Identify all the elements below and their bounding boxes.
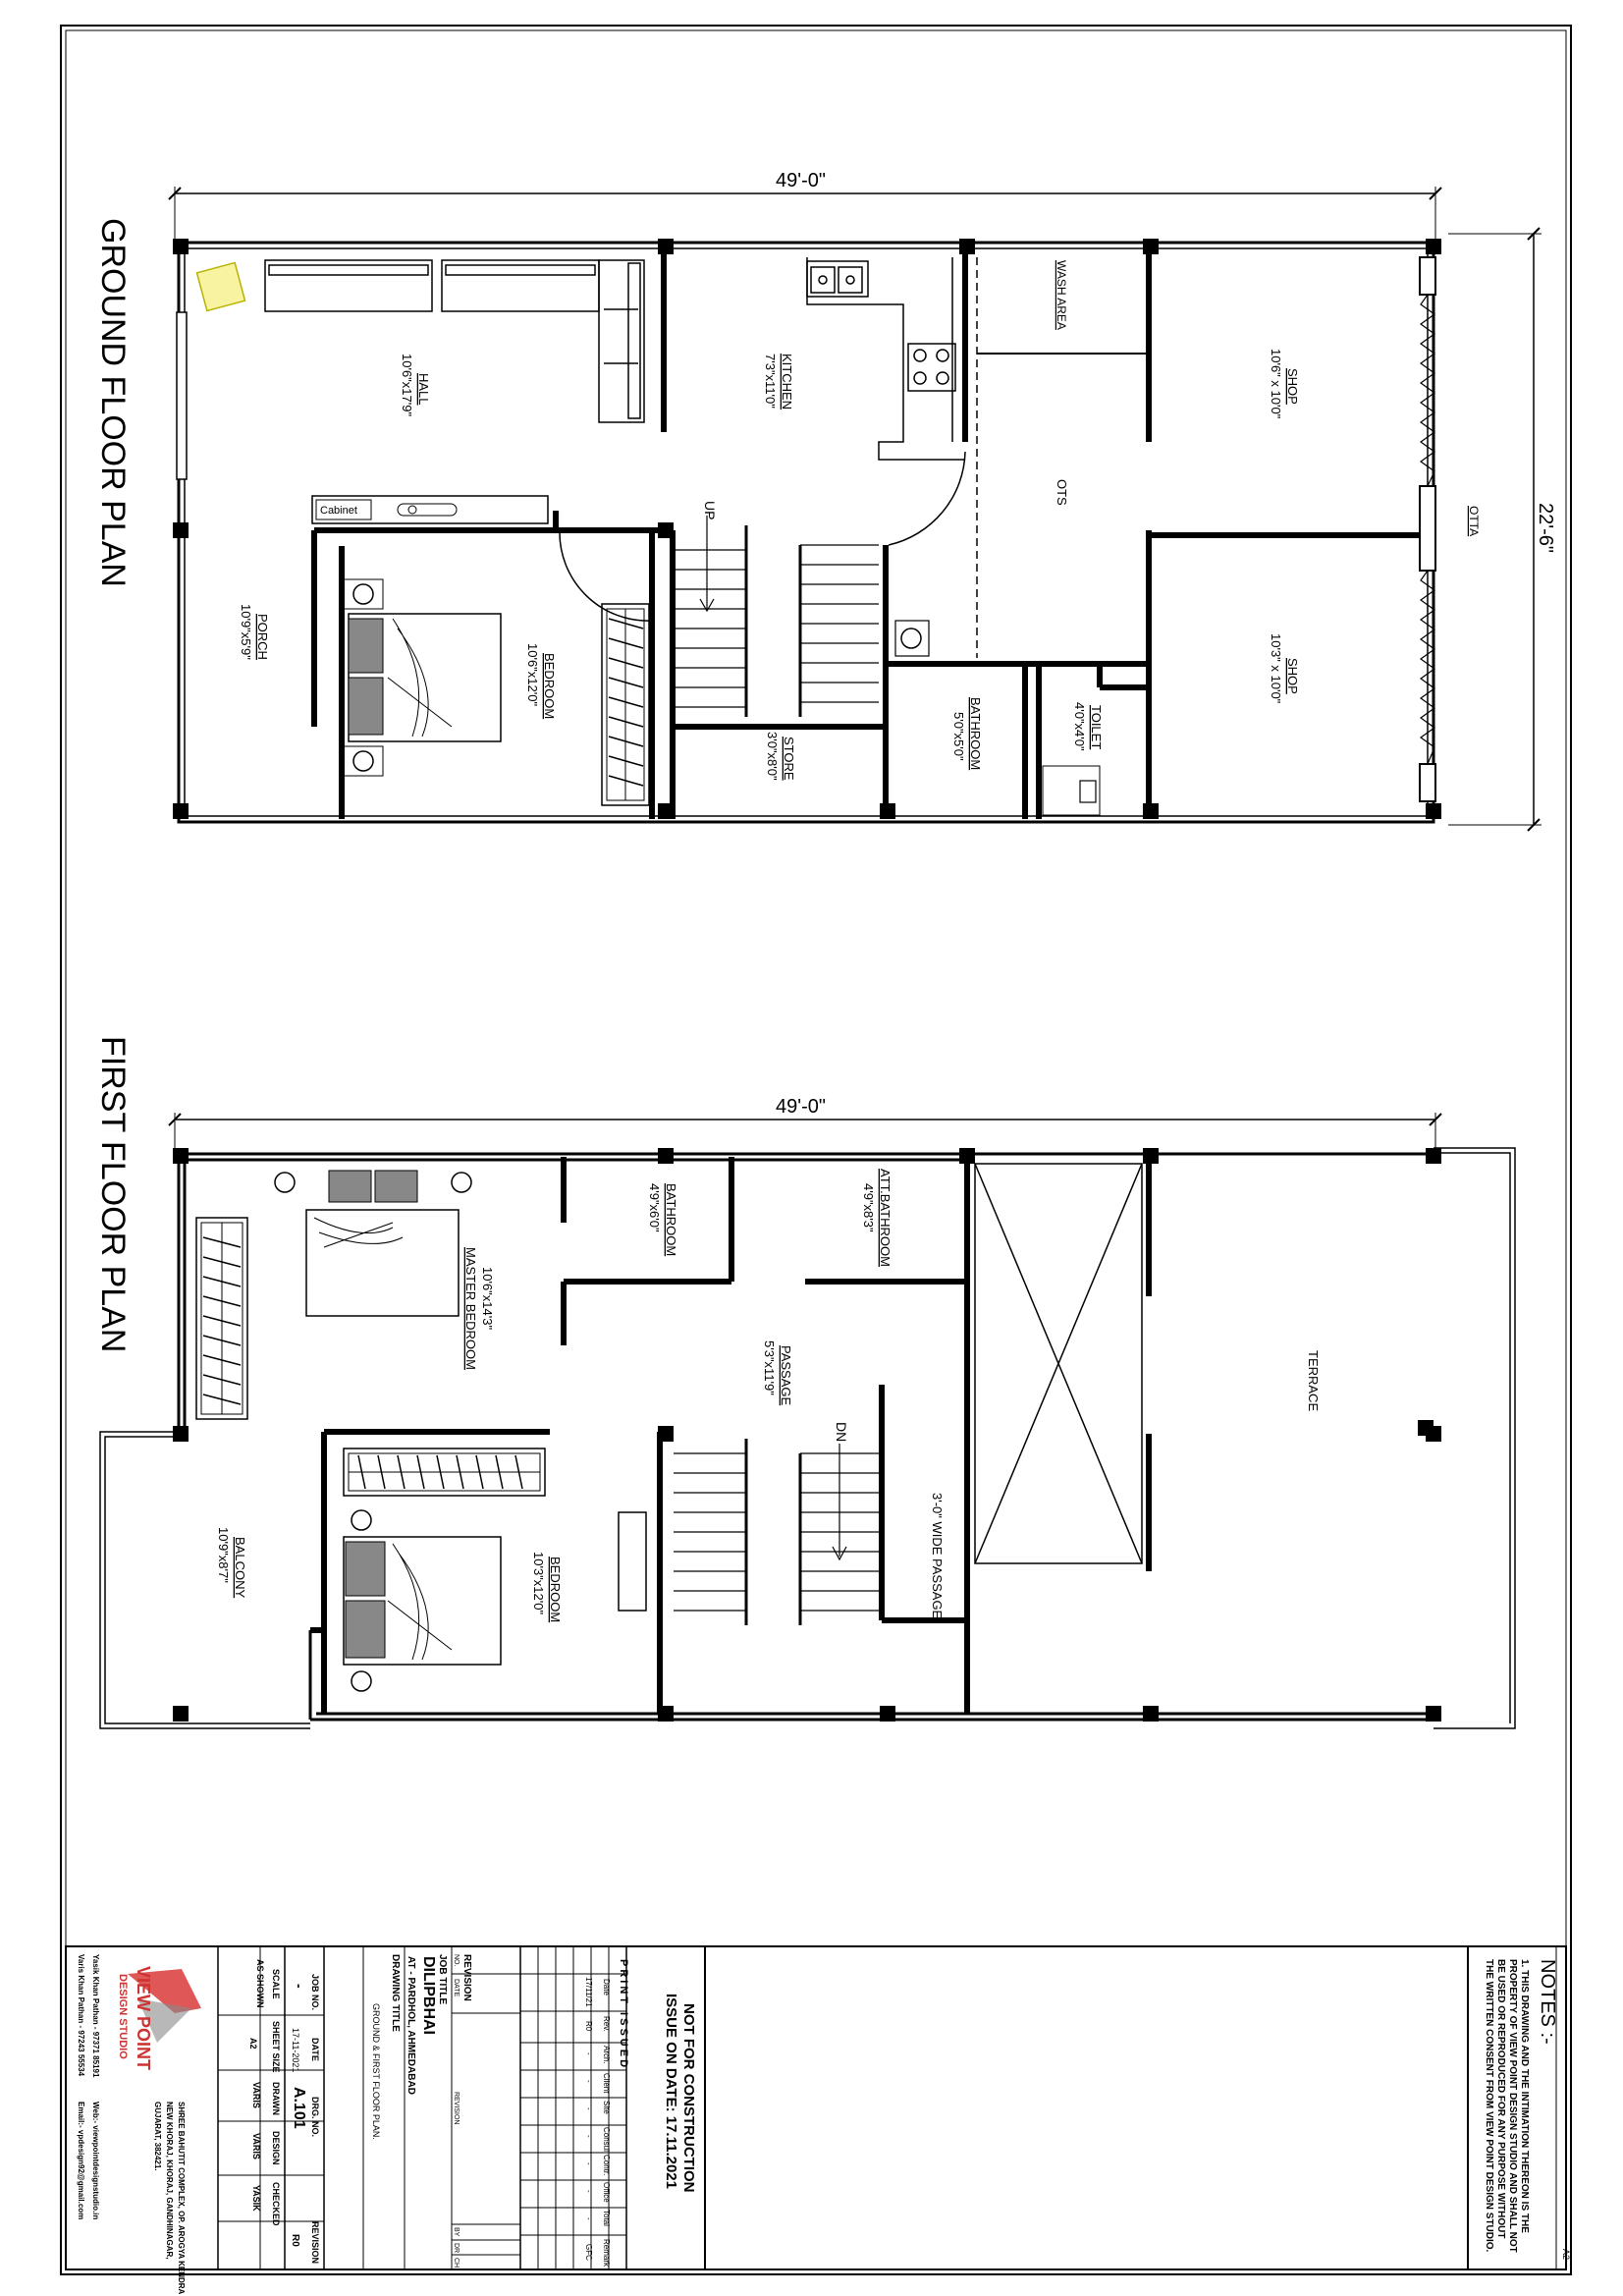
- staircase-ground: [674, 516, 886, 722]
- svg-text:-: -: [584, 2162, 593, 2165]
- revision-no-label: REVISION: [310, 2221, 320, 2265]
- notes-line: 1. THIS DRAWING AND THE INTIMATION THEREON IS THE: [1519, 1959, 1530, 2233]
- room-name: BEDROOM: [542, 653, 557, 720]
- ground-floor-plan: [94, 170, 1556, 831]
- room-size: 5'0"x5'0": [951, 712, 966, 761]
- firm-address: [153, 2102, 186, 2295]
- status-label: NOT FOR CONSTRUCTION: [680, 2003, 697, 2193]
- svg-text:DR: DR: [453, 2243, 460, 2254]
- svg-text:CH: CH: [453, 2258, 460, 2269]
- revision-headers: [453, 1954, 460, 2268]
- drawn-value: VARIS: [251, 2082, 261, 2108]
- ots-void: [975, 1164, 1142, 1563]
- notes-line: BE USED OR REPRODUCED FOR ANY PURPOSE WITHOUT: [1495, 1959, 1506, 2239]
- job-no-label: JOB NO.: [310, 1974, 320, 2011]
- room-size: 10'9"x8'7": [216, 1527, 231, 1583]
- kitchen-platform: [807, 257, 965, 460]
- bedroom-door: [560, 530, 652, 621]
- drawing-title: GROUND & FIRST FLOOR PLAN.: [371, 2003, 381, 2140]
- dwg-no: A.101: [291, 2087, 307, 2129]
- svg-text:Site: Site: [602, 2101, 611, 2114]
- svg-text:Consul.: Consul.: [602, 2127, 611, 2155]
- room-name: STORE: [782, 737, 796, 781]
- notes-line: THE WRITTEN CONSENT FROM VIEW POINT DESIGN STUDIO.: [1484, 1959, 1494, 2253]
- room-name: BALCONY: [233, 1537, 247, 1599]
- room-size: 10'3" x 10'0": [1269, 633, 1283, 704]
- tv-unit: [619, 1512, 646, 1611]
- bed-icon: [344, 579, 501, 776]
- room-name: SHOP: [1285, 658, 1300, 694]
- notes-line: PROPERTY OF VIEW POINT DESIGN STUDIO AND SHALL NOT: [1507, 1959, 1518, 2253]
- staircase-first: [674, 1439, 879, 1625]
- checked-value: YASIK: [251, 2185, 261, 2212]
- svg-text:Arch.: Arch.: [602, 2046, 611, 2064]
- revision-no: R0: [290, 2234, 300, 2247]
- svg-text:-: -: [584, 2107, 593, 2110]
- svg-text:NO.: NO.: [453, 1954, 460, 1967]
- wardrobe-icon: [196, 1218, 247, 1419]
- master-bed-icon: [275, 1171, 471, 1316]
- room-size: 10'6"x17'9": [400, 354, 414, 417]
- cabinet-label: Cabinet: [320, 505, 357, 517]
- ground-floor-title: GROUND FLOOR PLAN: [94, 218, 132, 587]
- notes-heading: NOTES :-: [1537, 1959, 1558, 2045]
- wardrobe-icon: [344, 1449, 545, 1496]
- sheet-size-label: SHEET SIZE: [271, 2021, 281, 2073]
- room-name: TERRACE: [1306, 1350, 1321, 1412]
- svg-text:Total: Total: [602, 2210, 611, 2226]
- svg-text:-: -: [584, 2135, 593, 2138]
- room-name: PASSAGE: [779, 1345, 793, 1406]
- svg-text:NEW KHORAJ, KHORAJ, GANDHINAGA: NEW KHORAJ, KHORAJ, GANDHINAGAR,: [165, 2102, 174, 2260]
- svg-text:Office: Office: [602, 2182, 611, 2203]
- svg-text:-: -: [584, 2217, 593, 2220]
- date-value: 17-11-2021: [291, 2028, 300, 2073]
- dim-width-label: 49'-0": [776, 170, 826, 191]
- svg-text:GFC: GFC: [584, 2244, 593, 2261]
- room-name: BATHROOM: [968, 697, 983, 771]
- room-name: OTTA: [1467, 506, 1481, 537]
- stair-up-label: UP: [702, 501, 718, 520]
- svg-text:Contr.: Contr.: [602, 2155, 611, 2176]
- room-name: 3'-0" WIDE PASSAGE: [930, 1493, 945, 1619]
- svg-text:Date: Date: [602, 1979, 611, 1995]
- room-size: 10'6" x 10'0": [1269, 349, 1283, 419]
- tv-cabinet: [312, 496, 548, 523]
- terrace-drain: [1418, 1420, 1434, 1436]
- title-block: [66, 1946, 1571, 2295]
- room-size: 10'9"x5'9": [239, 604, 253, 660]
- sheet-border-inner: [66, 30, 1566, 2269]
- room-name: BEDROOM: [548, 1557, 563, 1623]
- first-floor-plan: [94, 1036, 1515, 1728]
- drawing-title-label: DRAWING TITLE: [390, 1954, 401, 2032]
- svg-text:SHREE BAHUTIT COMPLEX, OP. ARO: SHREE BAHUTIT COMPLEX, OP. AROGYA KENDRA: [177, 2102, 186, 2295]
- room-size: 10'6"x12'0": [525, 643, 540, 707]
- room-size: 7'3"x11'0": [763, 354, 778, 409]
- svg-text:Web:- viewpointdesignstudio.in: Web:- viewpointdesignstudio.in: [91, 2102, 100, 2220]
- kitchen-door: [889, 452, 965, 545]
- stair-dn-label: DN: [834, 1422, 849, 1443]
- svg-text:17/11/21: 17/11/21: [584, 1977, 593, 2007]
- print-table-headers: [602, 1979, 611, 2268]
- revision-label: REVISION: [461, 1954, 472, 2001]
- firm-logo: [117, 1966, 201, 2070]
- dim-depth-label: 22'-6": [1535, 503, 1556, 553]
- room-name: BATHROOM: [664, 1183, 678, 1257]
- svg-text:Varis Khan Pathan - 97243 5553: Varis Khan Pathan - 97243 55534: [77, 1954, 85, 2077]
- svg-text:Remark: Remark: [602, 2239, 611, 2268]
- sofa-icon: [265, 260, 644, 422]
- job-title-label: JOB TITLE: [437, 1954, 448, 2005]
- room-size: 4'9"x8'3": [861, 1183, 876, 1232]
- svg-text:GUJARAT, 382421.: GUJARAT, 382421.: [153, 2102, 162, 2171]
- svg-text:Yasik Khan Pathan - 97371 8519: Yasik Khan Pathan - 97371 85191: [91, 1954, 100, 2078]
- wardrobe-icon: [602, 604, 649, 805]
- wash-basin-icon: [901, 629, 921, 648]
- room-size: 10'6"x14'3": [480, 1267, 495, 1331]
- room-name: MASTER BEDROOM: [463, 1247, 478, 1370]
- svg-text:Rev.: Rev.: [602, 2016, 611, 2032]
- room-name: KITCHEN: [780, 354, 794, 410]
- firm-name: VIEW POINT: [134, 1966, 153, 2071]
- sheet-size-value: A2: [248, 2038, 258, 2050]
- room-name: TOILET: [1089, 705, 1104, 750]
- room-size: 3'0"x8'0": [765, 732, 780, 781]
- room-size: 4'9"x6'0": [647, 1183, 662, 1232]
- svg-text:BY: BY: [453, 2227, 460, 2237]
- job-no: -: [292, 1984, 307, 1989]
- design-label: DESIGN: [271, 2131, 281, 2165]
- room-name: OTS: [1055, 479, 1069, 506]
- svg-text:Client: Client: [602, 2073, 611, 2094]
- dwg-no-label: DRG. NO.: [310, 2097, 320, 2138]
- svg-text:R0: R0: [584, 2021, 593, 2032]
- checked-label: CHECKED: [271, 2182, 281, 2226]
- svg-text:DATE: DATE: [453, 1979, 460, 1997]
- dim-width-label: 49'-0": [776, 1096, 826, 1118]
- sheet-border-outer: [61, 26, 1571, 2274]
- firm-subname: DESIGN STUDIO: [117, 1974, 129, 2059]
- print-issued-label: PRINT ISSUED: [618, 1959, 629, 2071]
- svg-text:-: -: [584, 2052, 593, 2055]
- bed-icon: [344, 1510, 501, 1691]
- room-name: PORCH: [255, 614, 270, 660]
- scale-label: SCALE: [271, 1969, 281, 1999]
- page-mark: A2: [1561, 2249, 1571, 2261]
- issue-label: ISSUE ON DATE: 17.11.2021: [663, 1994, 679, 2189]
- plant-icon: [197, 263, 245, 311]
- room-name: ATT.BATHROOM: [878, 1169, 893, 1267]
- svg-text:-: -: [584, 2190, 593, 2193]
- svg-text:Email:- vpdesign92@gmail.com: Email:- vpdesign92@gmail.com: [77, 2102, 85, 2220]
- site-name: AT - PARDHOL, AHMEDABAD: [406, 1956, 416, 2095]
- scale-value: AS SHOWN: [255, 1959, 265, 2008]
- drawn-label: DRAWN: [271, 2082, 281, 2115]
- date-label: DATE: [310, 2038, 320, 2061]
- room-name: HALL: [416, 373, 431, 406]
- hall-window: [177, 312, 187, 479]
- room-name: WASH AREA: [1055, 260, 1068, 330]
- wc-icon: [1080, 781, 1096, 802]
- room-name: SHOP: [1285, 368, 1300, 405]
- room-size: 4'0"x4'0": [1072, 702, 1087, 751]
- design-value: VARIS: [251, 2133, 261, 2159]
- first-floor-title: FIRST FLOOR PLAN: [94, 1036, 132, 1353]
- room-size: 10'3"x12'0": [531, 1552, 546, 1615]
- client-name: DILIPBHAI: [420, 1956, 437, 2035]
- print-table-row: [584, 1977, 593, 2261]
- svg-text:-: -: [584, 2080, 593, 2083]
- svg-text:REVISION: REVISION: [453, 2092, 460, 2125]
- room-size: 5'3"x11'9": [762, 1340, 777, 1395]
- firm-contacts: [77, 1954, 100, 2219]
